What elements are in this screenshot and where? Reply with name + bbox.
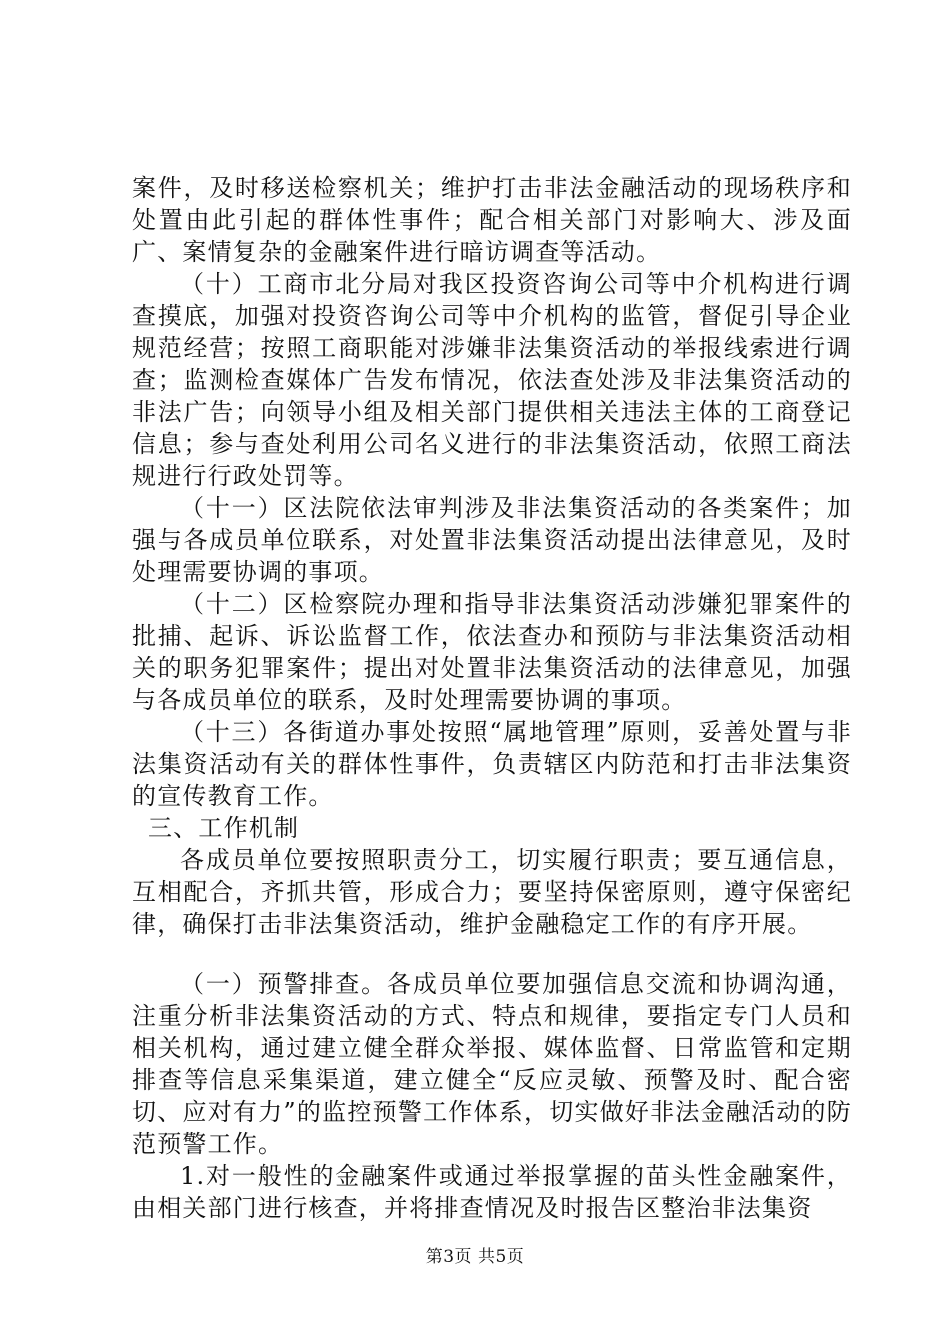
document-body [132, 172, 852, 1224]
paragraph-work-mechanism-intro: 各成员单位要按照职责分工，切实履行职责；要互通信息，互相配合，齐抓共管，形成合力；要坚持保密原则，遵守保密纪律，确保打击非法集资活动，维护金融稳定工作的有序开展。 [132, 846, 852, 938]
page-footer: 第3页 共5页 [425, 1247, 525, 1267]
paragraph-numbered-1: 1.对一般性的金融案件或通过举报掌握的苗头性金融案件，由相关部门进行核查，并将排查情况及时报告区整治非法集资 [132, 1162, 852, 1222]
paragraph-item-11: （十一）区法院依法审判涉及非法集资活动的各类案件；加强与各成员单位联系，对处置非法集资活动提出法律意见，及时处理需要协调的事项。 [132, 494, 852, 586]
paragraph-continuation: 案件，及时移送检察机关；维护打击非法金融活动的现场秩序和处置由此引起的群体性事件；配合相关部门对影响大、涉及面广、案情复杂的金融案件进行暗访调查等活动。 [132, 174, 852, 266]
paragraph-item-12: （十二）区检察院办理和指导非法集资活动涉嫌犯罪案件的批捕、起诉、诉讼监督工作，依法查办和预防与非法集资活动相关的职务犯罪案件；提出对处置非法集资活动的法律意见，加强与各成员单位的联系，及时处理需要协调的事项。 [132, 590, 852, 714]
section-heading-work-mechanism: 三、工作机制 [148, 814, 300, 842]
paragraph-early-warning: （一）预警排查。各成员单位要加强信息交流和协调沟通，注重分析非法集资活动的方式、特点和规律，要指定专门人员和相关机构，通过建立健全群众举报、媒体监督、日常监管和定期排查等信息采集渠道，建立健全“反应灵敏、预警及时、配合密切、应对有力”的监控预警工作体系，切实做好非法金融活动的防范预警工作。 [132, 970, 852, 1158]
paragraph-item-13: （十三）各街道办事处按照“属地管理”原则，妥善处置与非法集资活动有关的群体性事件，负责辖区内防范和打击非法集资的宣传教育工作。 [132, 718, 852, 810]
paragraph-item-10: （十）工商市北分局对我区投资咨询公司等中介机构进行调查摸底，加强对投资咨询公司等中介机构的监管，督促引导企业规范经营；按照工商职能对涉嫌非法集资活动的举报线索进行调查；监测检查媒体广告发布情况，依法查处涉及非法集资活动的非法广告；向领导小组及相关部门提供相关违法主体的工商登记信息；参与查处利用公司名义进行的非法集资活动，依照工商法规进行行政处罚等。 [132, 270, 852, 490]
